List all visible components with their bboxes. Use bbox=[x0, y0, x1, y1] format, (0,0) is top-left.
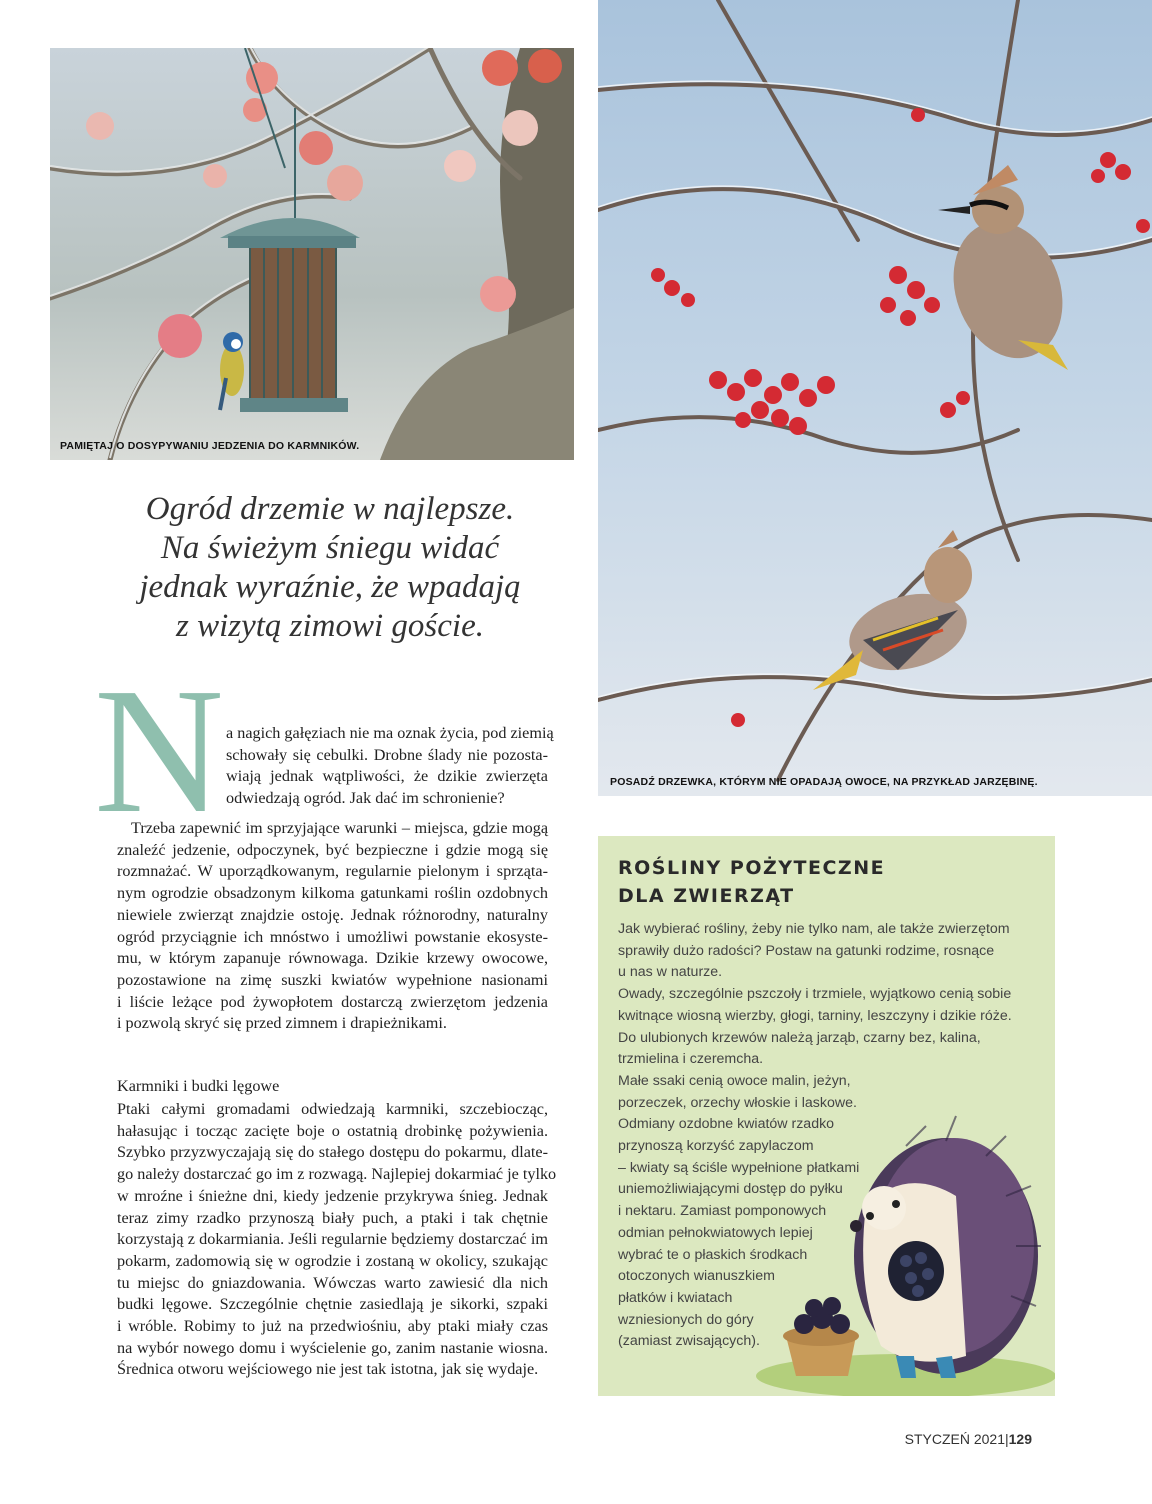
sidebar-line: sprawiły dużo radości? Postaw na gatunki rodzime, rosnące bbox=[618, 942, 995, 959]
sidebar-line: u nas w naturze. bbox=[618, 964, 723, 981]
article-line: pokarm, zadomowią się w ogrodzie i zostaną w okolicy, szukając bbox=[117, 1251, 548, 1270]
feeder-photo bbox=[50, 48, 574, 460]
article-line: teraz zimy rzadko przynoszą biały puch, a ptaki i tak chętnie bbox=[117, 1208, 548, 1227]
sidebar-line: kwitnące wiosną wierzby, głogi, tarniny, leszczyny i dzikie róże. bbox=[618, 1007, 1012, 1024]
article-line: Trzeba zapewnić im sprzyjające warunki – miejsca, gdzie mogą bbox=[131, 819, 548, 837]
sidebar-line: trzmielina i czeremcha. bbox=[618, 1051, 764, 1068]
article-line: niewiele zwierząt znajdzie ostoję. Jednak różnorodny, naturalny bbox=[117, 905, 548, 924]
feeder-photo-caption: PAMIĘTAJ O DOSYPYWANIU JEDZENIA DO KARMNIKÓW. bbox=[60, 440, 360, 452]
article-line: ogród przyciągnie ich mnóstwo i umożliwi powstanie ekosyste- bbox=[117, 927, 548, 946]
article-line: Ptaki całymi gromadami odwiedzają karmniki, szczebiocząc, bbox=[117, 1100, 548, 1118]
sidebar-line: płatków i kwiatach bbox=[618, 1289, 733, 1306]
article-line: rozmnażać. W uporządkowanym, regularnie pielonym i sprząta- bbox=[117, 862, 548, 881]
page-number: 129 bbox=[1008, 1431, 1032, 1447]
sidebar-title-line: ROŚLINY POŻYTECZNE bbox=[618, 857, 886, 879]
article-line: wiają jednak wątpliwości, że dzikie zwierzęta bbox=[226, 767, 548, 786]
article-line: Średnica otworu wejściowego nie jest tak istotna, jak się wydaje. bbox=[117, 1360, 539, 1379]
sidebar-box bbox=[598, 836, 1055, 1396]
sidebar-title-line: DLA ZWIERZĄT bbox=[618, 885, 795, 907]
sidebar-title bbox=[618, 854, 885, 910]
issue-label: STYCZEŃ 2021 bbox=[904, 1431, 1005, 1447]
article-line: go należy dostarczać go im z rozwagą. Najlepiej dokarmiać je tylko bbox=[117, 1165, 557, 1184]
article-paragraph-2 bbox=[117, 1099, 557, 1381]
article-line: w mroźne i śnieżne dni, kiedy jedzenie przykrywa śnieg. Jednak bbox=[117, 1186, 548, 1205]
sidebar-line: i nektaru. Zamiast pomponowych bbox=[618, 1203, 827, 1220]
pull-quote-line: Na świeżym śniegu widać bbox=[160, 530, 500, 566]
sidebar-line: wybrać te o płaskich środkach bbox=[618, 1246, 808, 1263]
article-line: mu, w którym zapanuje równowaga. Dzikie krzewy owocowe, bbox=[117, 949, 548, 968]
article-line: tu miejsc do gniazdowania. Wówczas warto zawiesić dla nich bbox=[117, 1273, 548, 1292]
article-line: i pozwolą skryć się przed zimnem i drapieżnikami. bbox=[117, 1014, 447, 1033]
sidebar-line: Do ulubionych krzewów należą jarząb, czarny bez, kalina, bbox=[618, 1029, 981, 1046]
article-line: odwiedzają ogród. Jak dać im schronienie? bbox=[226, 789, 505, 808]
sidebar-line: porzeczek, orzechy włoskie i laskowe. bbox=[618, 1094, 857, 1111]
pull-quote bbox=[100, 490, 560, 646]
article-intro bbox=[226, 723, 554, 810]
article-line: i liście leżące pod żywopłotem dostarczą zwierzętom jedzenia bbox=[117, 992, 548, 1011]
waxwing-photo bbox=[598, 0, 1152, 796]
article-line: i wróble. Robimy to już na przedwiośniu, aby ptaki miały czas bbox=[117, 1317, 548, 1336]
article-line: pozostawione na zimę suszki kwiatów wypełnione nasionami bbox=[117, 970, 548, 989]
hedgehog-illustration bbox=[756, 1086, 1055, 1396]
sidebar-line: Jak wybierać rośliny, żeby nie tylko nam, ale także zwierzętom bbox=[618, 921, 1010, 937]
sidebar-line: uniemożliwiającymi dostęp do pyłku bbox=[618, 1181, 843, 1198]
article-line: Szybko przyzwyczajają się do stałego dostępu do pokarmu, dlate- bbox=[117, 1143, 548, 1162]
article-subheading: Karmniki i budki lęgowe bbox=[117, 1077, 280, 1095]
drop-cap: N bbox=[94, 651, 224, 850]
sidebar-line: – kwiaty są ściśle wypełnione płatkami bbox=[618, 1159, 860, 1176]
pull-quote-line: jednak wyraźnie, że wpadają bbox=[139, 569, 521, 605]
page-footer bbox=[905, 1431, 1032, 1447]
article-line: budki lęgowe. Szczególnie chętnie zasiedlają je sikorki, szpaki bbox=[117, 1295, 548, 1314]
article-line: a nagich gałęziach nie ma oznak życia, pod ziemią bbox=[226, 724, 554, 742]
sidebar-line: odmian pełnokwiatowych lepiej bbox=[618, 1224, 813, 1241]
waxwing-photo-caption: POSADŹ DRZEWKA, KTÓRYM NIE OPADAJĄ OWOCE, NA PRZYKŁAD JARZĘBINĘ. bbox=[610, 776, 1038, 788]
footer-separator: | bbox=[1005, 1431, 1009, 1447]
sidebar-line: otoczonych wianuszkiem bbox=[618, 1268, 775, 1285]
article-line: schowały się cebulki. Drobne ślady nie pozosta- bbox=[226, 745, 548, 764]
sidebar-line: Małe ssaki cenią owoce malin, jeżyn, bbox=[618, 1072, 851, 1089]
article-paragraph-1 bbox=[117, 818, 548, 1035]
article-line: na wybór nowego domu i wyścielenie go, zanim nastanie wiosna. bbox=[117, 1338, 548, 1357]
sidebar-line: Owady, szczególnie pszczoły i trzmiele, wyjątkowo cenią sobie bbox=[618, 986, 1012, 1003]
sidebar-line: wzniesionych do góry bbox=[618, 1311, 754, 1328]
article-line: korzystają z dokarmiania. Jeśli regularnie będziemy dostarczać im bbox=[117, 1230, 548, 1249]
article-line: znaleźć jedzenie, odpoczynek, być bezpieczne i gdzie mogą się bbox=[117, 840, 548, 859]
sidebar-line: (zamiast zwisających). bbox=[618, 1333, 760, 1350]
article-line: nym ogrodzie obsadzonym kilkoma gatunkami roślin ozdobnych bbox=[117, 884, 548, 903]
pull-quote-line: Ogród drzemie w najlepsze. bbox=[145, 491, 515, 527]
pull-quote-line: z wizytą zimowi goście. bbox=[175, 608, 484, 644]
sidebar-line: przynoszą korzyść zapylaczom bbox=[618, 1138, 814, 1155]
sidebar-line: Odmiany ozdobne kwiatów rzadko bbox=[618, 1116, 835, 1133]
article-line: hałasując i tocząc zacięte boje o ostatnią drobinkę pożywienia. bbox=[117, 1121, 548, 1140]
